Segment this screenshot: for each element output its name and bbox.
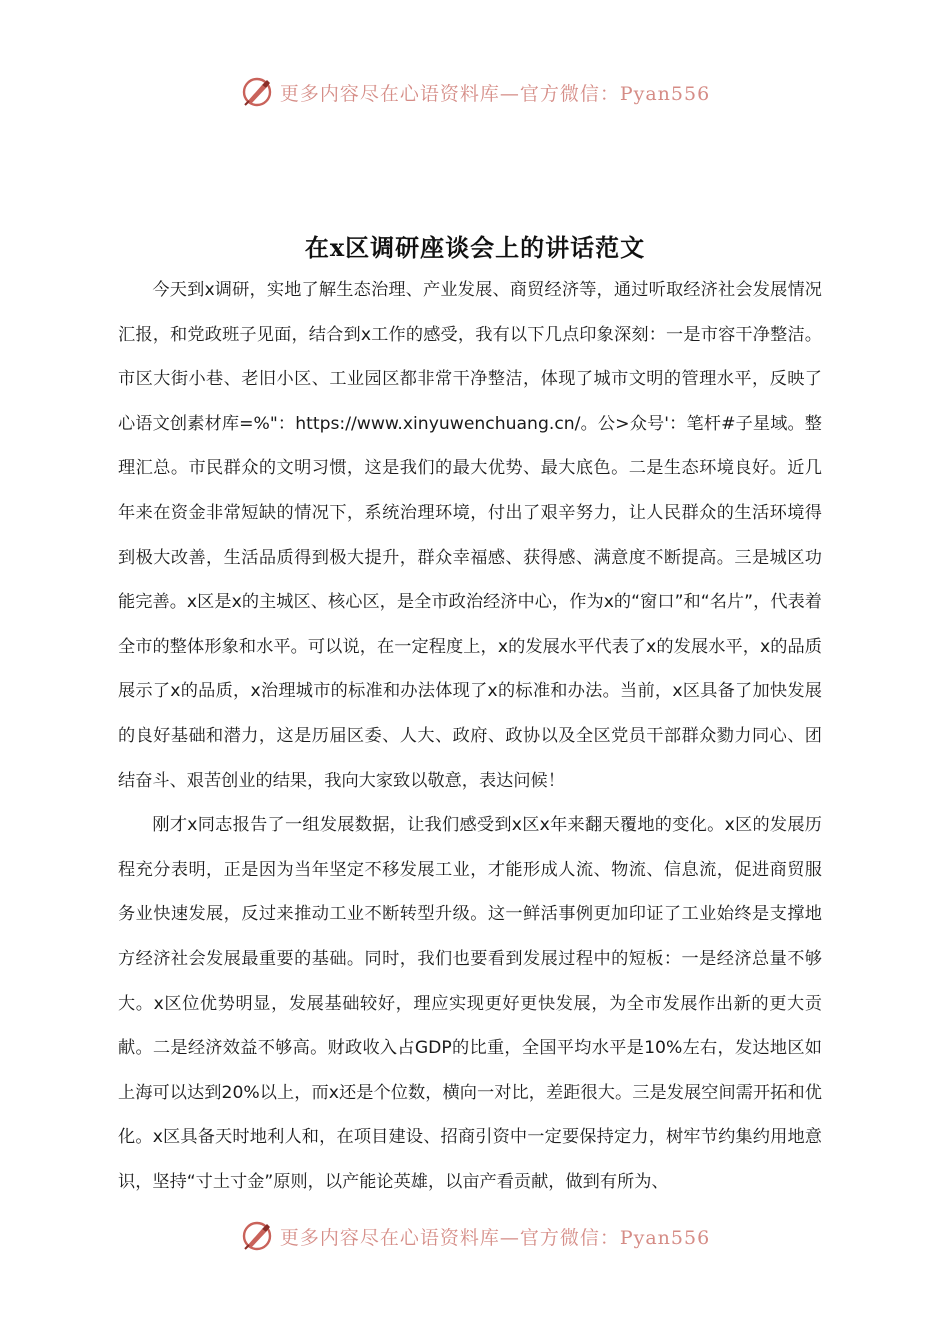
pen-logo-icon bbox=[240, 1219, 274, 1253]
banner-text: 更多内容尽在心语资料库—官方微信：Pyan556 bbox=[279, 82, 711, 105]
paragraph-2: 刚才x同志报告了一组发展数据，让我们感受到x区x年来翻天覆地的变化。x区的发展历程充分表明，正是因为当年坚定不移发展工业，才能形成人流、物流、信息流，促进商贸服务业快速发展，反过来推动工业不断转型升级。这一鲜活事例更加印证了工业始终是支撑地方经济社会发展最重要的基础。同时，我们也要看到发展过程中的短板：一是经济总量不够大。x区位优势明显，发展基础较好，理应实现更好更快发展，为全市发展作出新的更大贡献。二是经济效益不够高。财政收入占GDP的比重，全国平均水平是10%左右，发达地区如上海可以达到20%以上，而x还是个位数，横向一对比，差距很大。三是发展空间需开拓和优化。x区具备天时地利人和，在项目建设、招商引资中一定要保持定力，树牢节约集约用地意识，坚持“寸土寸金”原则，以产能论英雄，以亩产看贡献，做到有所为、 bbox=[118, 815, 822, 1192]
pen-logo-icon bbox=[240, 75, 274, 109]
footer-banner bbox=[0, 1216, 950, 1256]
paragraph-1: 今天到x调研，实地了解生态治理、产业发展、商贸经济等，通过听取经济社会发展情况汇报，和党政班子见面，结合到x工作的感受，我有以下几点印象深刻：一是市容干净整洁。市区大街小巷、老旧小区、工业园区都非常干净整洁，体现了城市文明的管理水平，反映了心语文创素材库=%"：https://www.xinyuwenchuang.cn/。公>众号'：笔杆#子星域。整理汇总。市民群众的文明习惯，这是我们的最大优势、最大底色。二是生态环境良好。近几年来在资金非常短缺的情况下，系统治理环境，付出了艰辛努力，让人民群众的生活环境得到极大改善，生活品质得到极大提升，群众幸福感、获得感、满意度不断提高。三是城区功能完善。x区是x的主城区、核心区，是全市政治经济中心，作为x的“窗口”和“名片”，代表着全市的整体形象和水平。可以说，在一定程度上，x的发展水平代表了x的发展水平，x的品质展示了x的品质，x治理城市的标准和办法体现了x的标准和办法。当前，x区具备了加快发展的良好基础和潜力，这是历届区委、人大、政府、政协以及全区党员干部群众勠力同心、团结奋斗、艰苦创业的结果，我向大家致以敬意，表达问候！ bbox=[118, 280, 822, 791]
document-title: 在x区调研座谈会上的讲话范文 bbox=[304, 233, 646, 263]
document-body bbox=[118, 268, 822, 1204]
banner-text: 更多内容尽在心语资料库—官方微信：Pyan556 bbox=[279, 1226, 711, 1249]
header-banner bbox=[0, 72, 950, 112]
